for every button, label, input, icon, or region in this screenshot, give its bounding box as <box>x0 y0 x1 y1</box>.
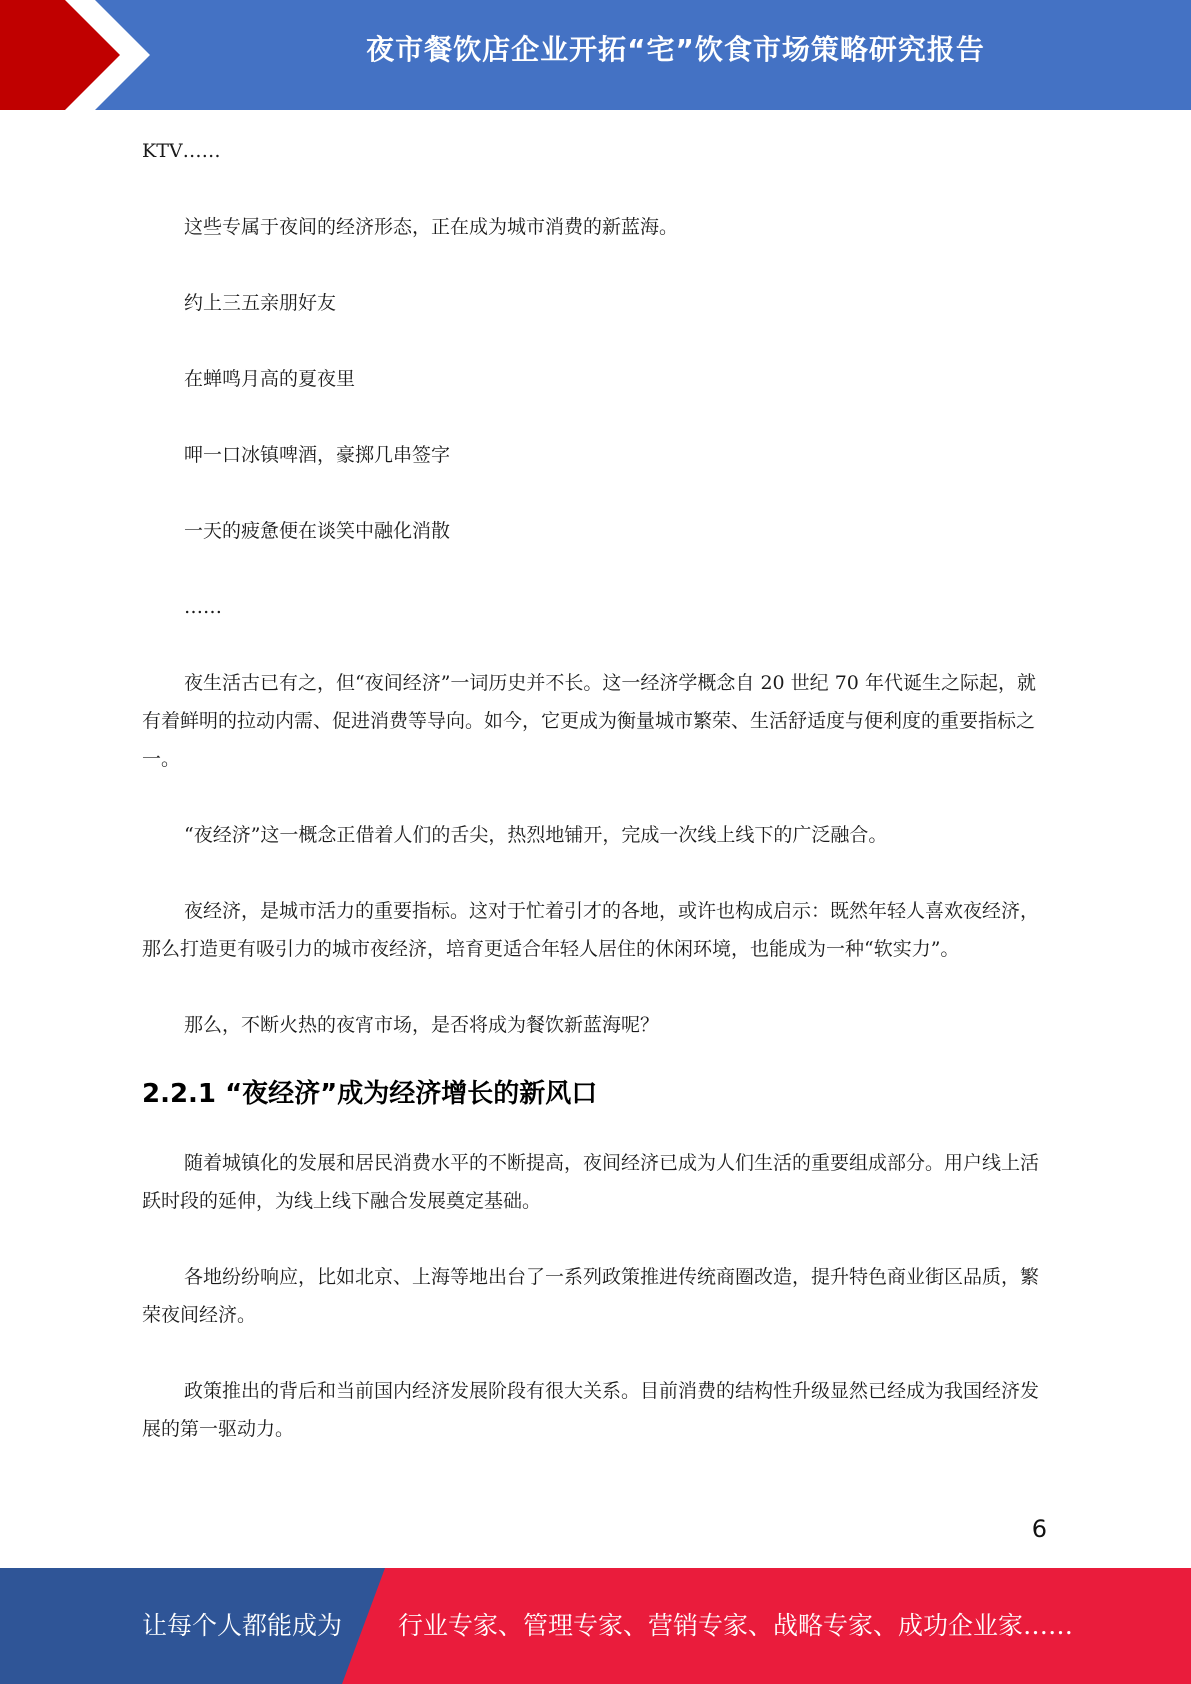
footer-slogan-left: 让每个人都能成为 <box>142 1611 343 1640</box>
section-heading: 2.2.1 “夜经济”成为经济增长的新风口 <box>142 1079 598 1109</box>
document-title: 夜市餐饮店企业开拓“宅”饮食市场策略研究报告 <box>366 33 985 66</box>
body-paragraph: 这些专属于夜间的经济形态，正在成为城市消费的新蓝海。 <box>184 216 679 238</box>
ellipsis-line: …… <box>184 596 222 618</box>
poem-line: 在蝉鸣月高的夏夜里 <box>184 368 356 390</box>
footer-slogan-right: 行业专家、管理专家、营销专家、战略专家、成功企业家…… <box>398 1611 1074 1640</box>
poem-line: 约上三五亲朋好友 <box>184 292 337 314</box>
poem-line: 一天的疲惫便在谈笑中融化消散 <box>184 520 451 542</box>
body-paragraph: 那么，不断火热的夜宵市场，是否将成为餐饮新蓝海呢？ <box>184 1014 660 1036</box>
page-header <box>0 0 1191 110</box>
body-paragraph: 夜生活古已有之，但“夜间经济”一词历史并不长。这一经济学概念自 20 世纪 70 年代诞生之际起，就有着鲜明的拉动内需、促进消费等导向。如今，它更成为衡量城市繁荣、生活舒适度与便利度的重要指标之一。 <box>142 672 1036 770</box>
body-paragraph: “夜经济”这一概念正借着人们的舌尖，热烈地铺开，完成一次线上线下的广泛融合。 <box>184 824 888 846</box>
body-paragraph: 夜经济，是城市活力的重要指标。这对于忙着引才的各地，或许也构成启示：既然年轻人喜欢夜经济，那么打造更有吸引力的城市夜经济，培育更适合年轻人居住的休闲环境，也能成为一种“软实力”。 <box>142 900 1040 960</box>
body-paragraph: 政策推出的背后和当前国内经济发展阶段有很大关系。目前消费的结构性升级显然已经成为我国经济发展的第一驱动力。 <box>142 1380 1040 1440</box>
page-number: 6 <box>1031 1515 1047 1543</box>
poem-line: 呷一口冰镇啤酒，豪掷几串签字 <box>184 444 451 466</box>
document-body <box>142 132 1047 1448</box>
body-paragraph: 各地纷纷响应，比如北京、上海等地出台了一系列政策推进传统商圈改造，提升特色商业街区品质，繁荣夜间经济。 <box>142 1266 1040 1326</box>
page-footer <box>0 1568 1191 1684</box>
body-line: KTV…… <box>142 140 221 162</box>
body-paragraph: 随着城镇化的发展和居民消费水平的不断提高，夜间经济已成为人们生活的重要组成部分。用户线上活跃时段的延伸，为线上线下融合发展奠定基础。 <box>142 1152 1040 1212</box>
header-chevron-decoration <box>0 0 160 110</box>
